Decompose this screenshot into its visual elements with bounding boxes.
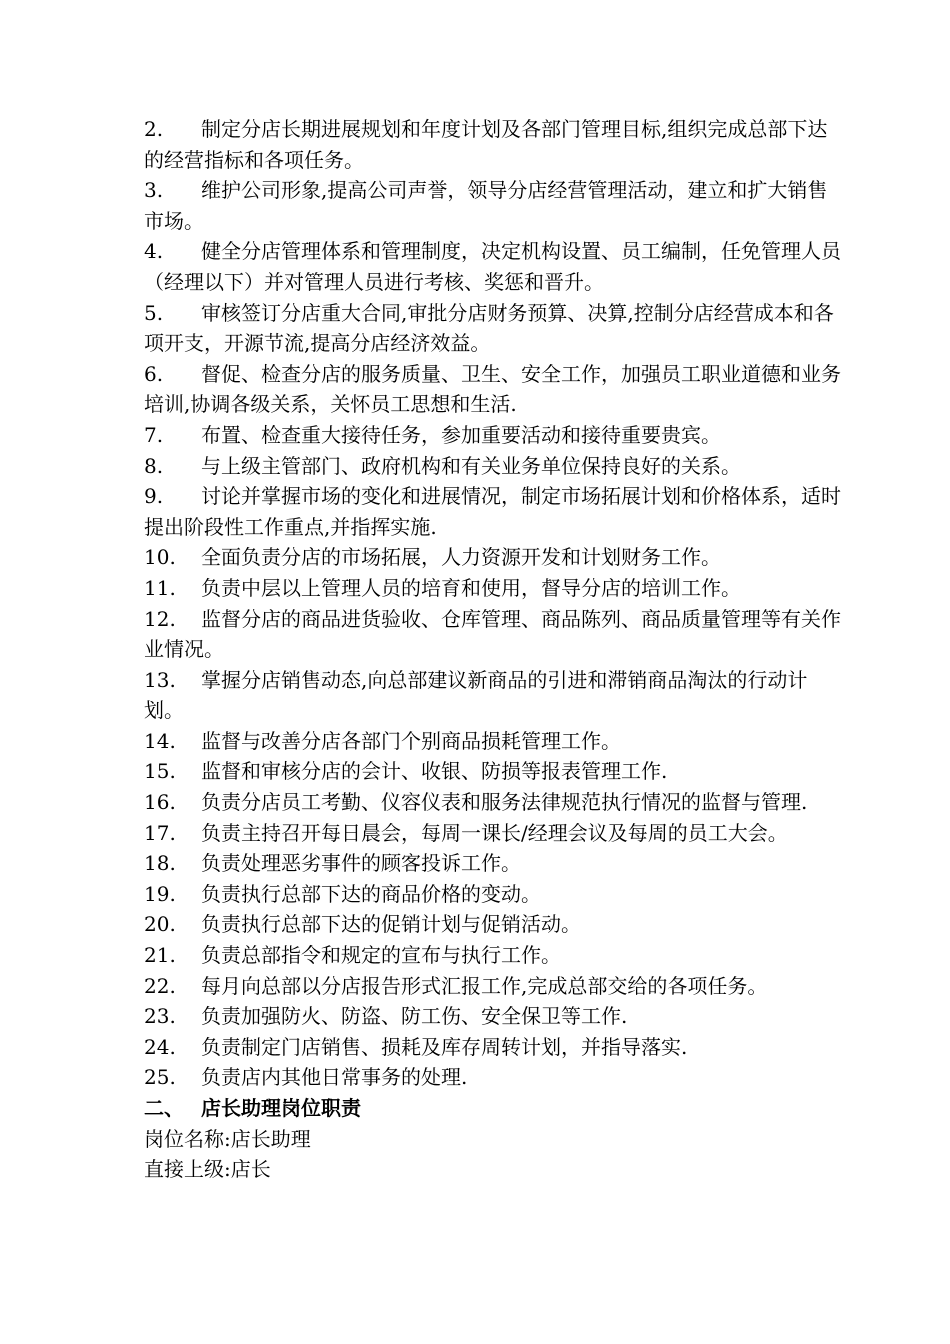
duty-text: 负责加强防火、防盗、防工伤、安全保卫等工作. xyxy=(201,1004,628,1029)
duty-text: 维护公司形象,提高公司声誉，领导分店经营管理活动，建立和扩大销售市场。 xyxy=(144,178,828,233)
duty-item xyxy=(144,879,844,910)
duty-item xyxy=(144,542,844,573)
duty-number: 14. xyxy=(144,728,176,753)
duty-item xyxy=(144,787,844,818)
duty-item xyxy=(144,726,844,757)
duty-text: 与上级主管部门、政府机构和有关业务单位保持良好的关系。 xyxy=(201,453,741,478)
duty-item xyxy=(144,175,844,236)
duty-number: 18. xyxy=(144,851,176,876)
duty-number: 25. xyxy=(144,1065,176,1090)
duty-number: 7. xyxy=(144,422,164,447)
duty-number: 16. xyxy=(144,790,176,815)
duty-number: 24. xyxy=(144,1034,176,1059)
duty-number: 13. xyxy=(144,667,176,692)
duty-item xyxy=(144,1032,844,1063)
duty-text: 负责总部指令和规定的宣布与执行工作。 xyxy=(201,943,561,968)
section-number: 二、 xyxy=(144,1096,184,1120)
duty-text: 督促、检查分店的服务质量、卫生、安全工作，加强员工职业道德和业务培训,协调各级关系，关怀员工思想和生活. xyxy=(144,361,841,417)
duty-number: 21. xyxy=(144,943,176,968)
duty-item xyxy=(144,909,844,940)
duty-text: 负责制定门店销售、损耗及库存周转计划，并指导落实. xyxy=(201,1034,688,1059)
duty-text: 健全分店管理体系和管理制度，决定机构设置、员工编制，任免管理人员（经理以下）并对管理人员进行考核、奖惩和晋升。 xyxy=(144,239,841,294)
duty-item xyxy=(144,756,844,787)
document-body xyxy=(144,114,844,1185)
duty-item xyxy=(144,604,844,665)
duty-text: 讨论并掌握市场的变化和进展情况，制定市场拓展计划和价格体系，适时提出阶段性工作重点,并指挥实施. xyxy=(144,484,841,539)
duty-item xyxy=(144,1062,844,1093)
duty-list xyxy=(144,114,844,1093)
duty-item xyxy=(144,420,844,451)
section-heading xyxy=(144,1093,844,1124)
duty-text: 负责主持召开每日晨会，每周一课长/经理会议及每周的员工大会。 xyxy=(201,820,788,845)
duty-text: 监督分店的商品进货验收、仓库管理、商品陈列、商品质量管理等有关作业情况。 xyxy=(144,606,841,662)
duty-number: 12. xyxy=(144,606,176,631)
duty-item xyxy=(144,114,844,175)
duty-text: 审核签订分店重大合同,审批分店财务预算、决算,控制分店经营成本和各项开支，开源节流,提高分店经济效益。 xyxy=(144,300,834,356)
duty-text: 负责店内其他日常事务的处理. xyxy=(201,1065,468,1090)
duty-item xyxy=(144,236,844,297)
section-title: 店长助理岗位职责 xyxy=(201,1096,361,1120)
duty-text: 负责中层以上管理人员的培育和使用，督导分店的培训工作。 xyxy=(201,575,741,600)
duty-number: 3. xyxy=(144,178,164,203)
duty-number: 8. xyxy=(144,453,164,478)
duty-number: 11. xyxy=(144,575,176,600)
duty-number: 4. xyxy=(144,239,164,264)
duty-number: 9. xyxy=(144,484,164,509)
duty-number: 22. xyxy=(144,973,176,998)
duty-number: 10. xyxy=(144,545,176,570)
duty-item xyxy=(144,451,844,482)
duty-text: 监督和审核分店的会计、收银、防损等报表管理工作. xyxy=(201,759,668,784)
duty-number: 15. xyxy=(144,759,176,784)
duty-item xyxy=(144,971,844,1002)
duty-item xyxy=(144,359,844,420)
duty-item xyxy=(144,1001,844,1032)
direct-superior: 直接上级:店长 xyxy=(144,1157,271,1182)
duty-text: 全面负责分店的市场拓展，人力资源开发和计划财务工作。 xyxy=(201,545,721,570)
position-name: 岗位名称:店长助理 xyxy=(144,1126,311,1151)
duty-text: 制定分店长期进展规划和年度计划及各部门管理目标,组织完成总部下达的经营指标和各项任务。 xyxy=(144,117,828,172)
duty-number: 17. xyxy=(144,820,176,845)
duty-number: 19. xyxy=(144,881,176,906)
duty-item xyxy=(144,481,844,542)
duty-number: 23. xyxy=(144,1004,176,1029)
duty-text: 负责分店员工考勤、仪容仪表和服务法律规范执行情况的监督与管理. xyxy=(201,790,808,815)
duty-item xyxy=(144,573,844,604)
duty-text: 负责执行总部下达的促销计划与促销活动。 xyxy=(201,912,581,937)
duty-item xyxy=(144,848,844,879)
duty-item xyxy=(144,940,844,971)
duty-item xyxy=(144,818,844,849)
duty-item xyxy=(144,298,844,359)
duty-text: 监督与改善分店各部门个别商品损耗管理工作。 xyxy=(201,728,621,753)
duty-number: 2. xyxy=(144,117,164,141)
duty-item xyxy=(144,665,844,726)
duty-number: 5. xyxy=(144,300,164,325)
duty-text: 布置、检查重大接待任务，参加重要活动和接待重要贵宾。 xyxy=(201,422,721,447)
duty-text: 负责处理恶劣事件的顾客投诉工作。 xyxy=(201,851,521,876)
duty-text: 掌握分店销售动态,向总部建议新商品的引进和滞销商品淘汰的行动计划。 xyxy=(144,667,808,723)
duty-text: 每月向总部以分店报告形式汇报工作,完成总部交给的各项任务。 xyxy=(201,973,768,998)
duty-text: 负责执行总部下达的商品价格的变动。 xyxy=(201,881,541,906)
duty-number: 6. xyxy=(144,361,164,386)
duty-number: 20. xyxy=(144,912,176,937)
